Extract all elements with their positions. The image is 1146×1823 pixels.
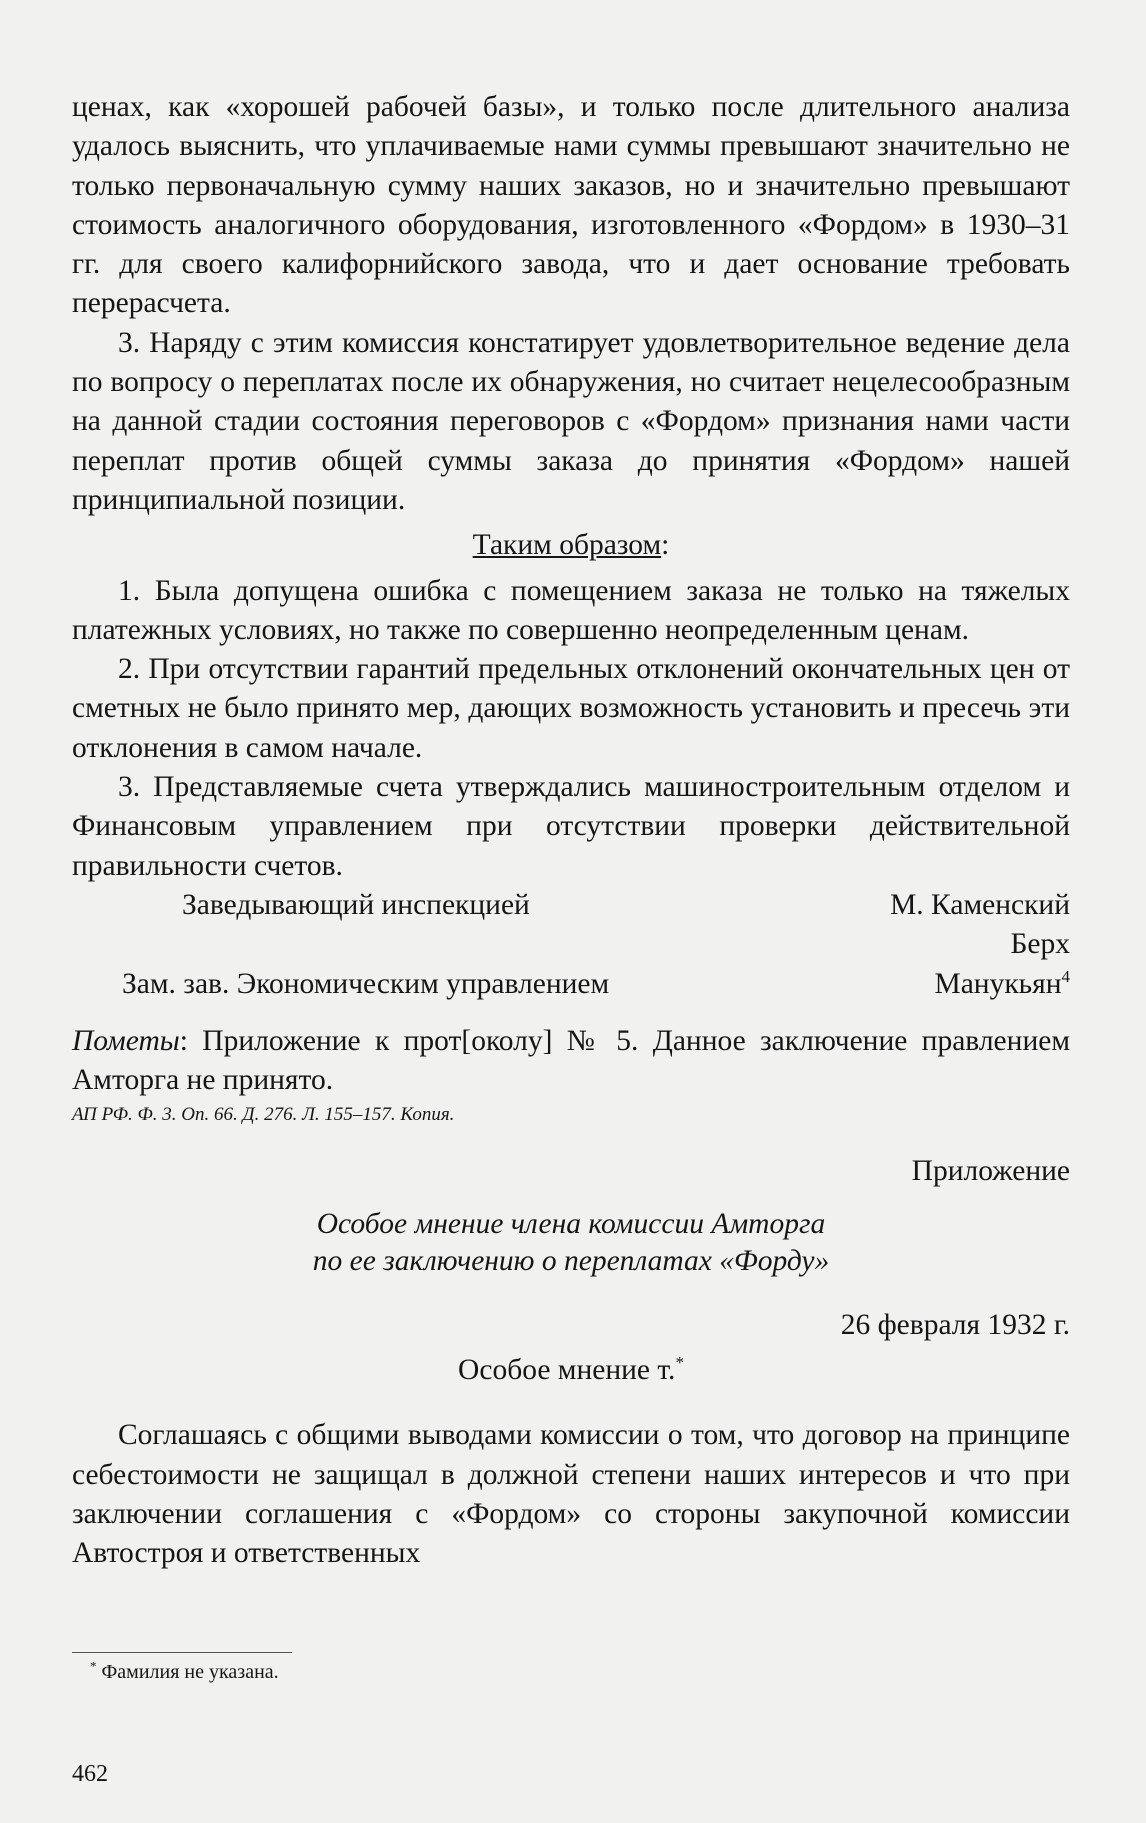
footnote-text: Фамилия не указана. [96,1661,279,1683]
signature-title: Зам. зав. Экономическим управлением [122,967,610,1000]
conclusion-item-3: 3. Представляемые счета утверждались машиностроительным отделом и Финансовым управлением при отсутствии проверки действительной правильности счетов. [72,771,1070,882]
footnote [90,1658,279,1686]
signature-title: Заведывающий инспекцией [182,888,530,921]
signature-line-3 [72,965,1070,1004]
notes-label: Пометы [72,1024,180,1057]
signature-line-1 [72,886,1070,925]
footnote-ref: 4 [1061,966,1070,986]
footnote-rule [72,1652,292,1653]
footnote-ref-star: * [675,1353,684,1373]
special-opinion-heading [72,1351,1070,1390]
main-text [72,88,1070,1574]
signature-name [934,965,1070,1004]
special-opinion-heading-text: Особое мнение т. [458,1354,676,1387]
conclusion-item-2: 2. При отсутствии гарантий предельных отклонений окончательных цен от сметных не было принято мер, дающих возможность установить и пресечь эти отклонения в самом начале. [72,653,1070,764]
appendix-label: Приложение [911,1155,1070,1188]
conclusion-heading-colon: : [661,529,670,562]
notes-text: : Приложение к прот[околу] № 5. Данное заключение правлением Амторга не принято. [72,1024,1070,1097]
appendix-title-line-1: Особое мнение члена комиссии Амторга [316,1207,826,1240]
paragraph-point-3: 3. Наряду с этим комиссия констатирует удовлетворительное ведение дела по вопросу о переплатах после их обнаружения, но считает нецелесообразным на данной стадии состояния переговоров с «Фордом» признания нами части переплат против общей суммы заказа до принятия «Фордом» нашей принципиальной позиции. [72,326,1070,516]
special-opinion-paragraph: Соглашаясь с общими выводами комиссии о том, что договор на принципе себестоимости не защищал в должной степени наших интересов и что при заключении соглашения с «Фордом» со стороны закупочной комиссии Автостроя и ответственных [72,1419,1070,1570]
archive-reference: АП РФ. Ф. 3. Оп. 66. Д. 276. Л. 155–157. Копия. [72,1104,455,1126]
signature-line-2: Берх [1010,928,1070,961]
signature-name: М. Каменский [890,888,1070,921]
conclusion-heading-text: Таким образом [472,529,662,562]
conclusion-item-1: 1. Была допущена ошибка с помещением заказа не только на тяжелых платежных условиях, но также по совершенно неопределенным ценам. [72,574,1070,646]
signature-name-text: Манукьян [934,967,1062,1000]
footnote-mark: * [90,1658,97,1674]
notes-paragraph [72,1022,1070,1101]
appendix-date: 26 февраля 1932 г. [840,1308,1070,1341]
conclusion-heading [72,526,1070,565]
page-number: 462 [72,1761,108,1787]
paragraph-continuation: ценах, как «хорошей рабочей базы», и только после длительного анализа удалось выяснить, что уплачиваемые нами суммы превышают значительно не только первоначальную сумму наших заказов, но и значительно превышают стоимость аналогичного оборудования, изготовленного «Фордом» в 1930–31 гг. для своего калифорнийского завода, что и дает основание требовать перерасчета. [72,91,1070,320]
appendix-title-line-2: по ее заключению о переплатах «Форду» [312,1244,830,1277]
